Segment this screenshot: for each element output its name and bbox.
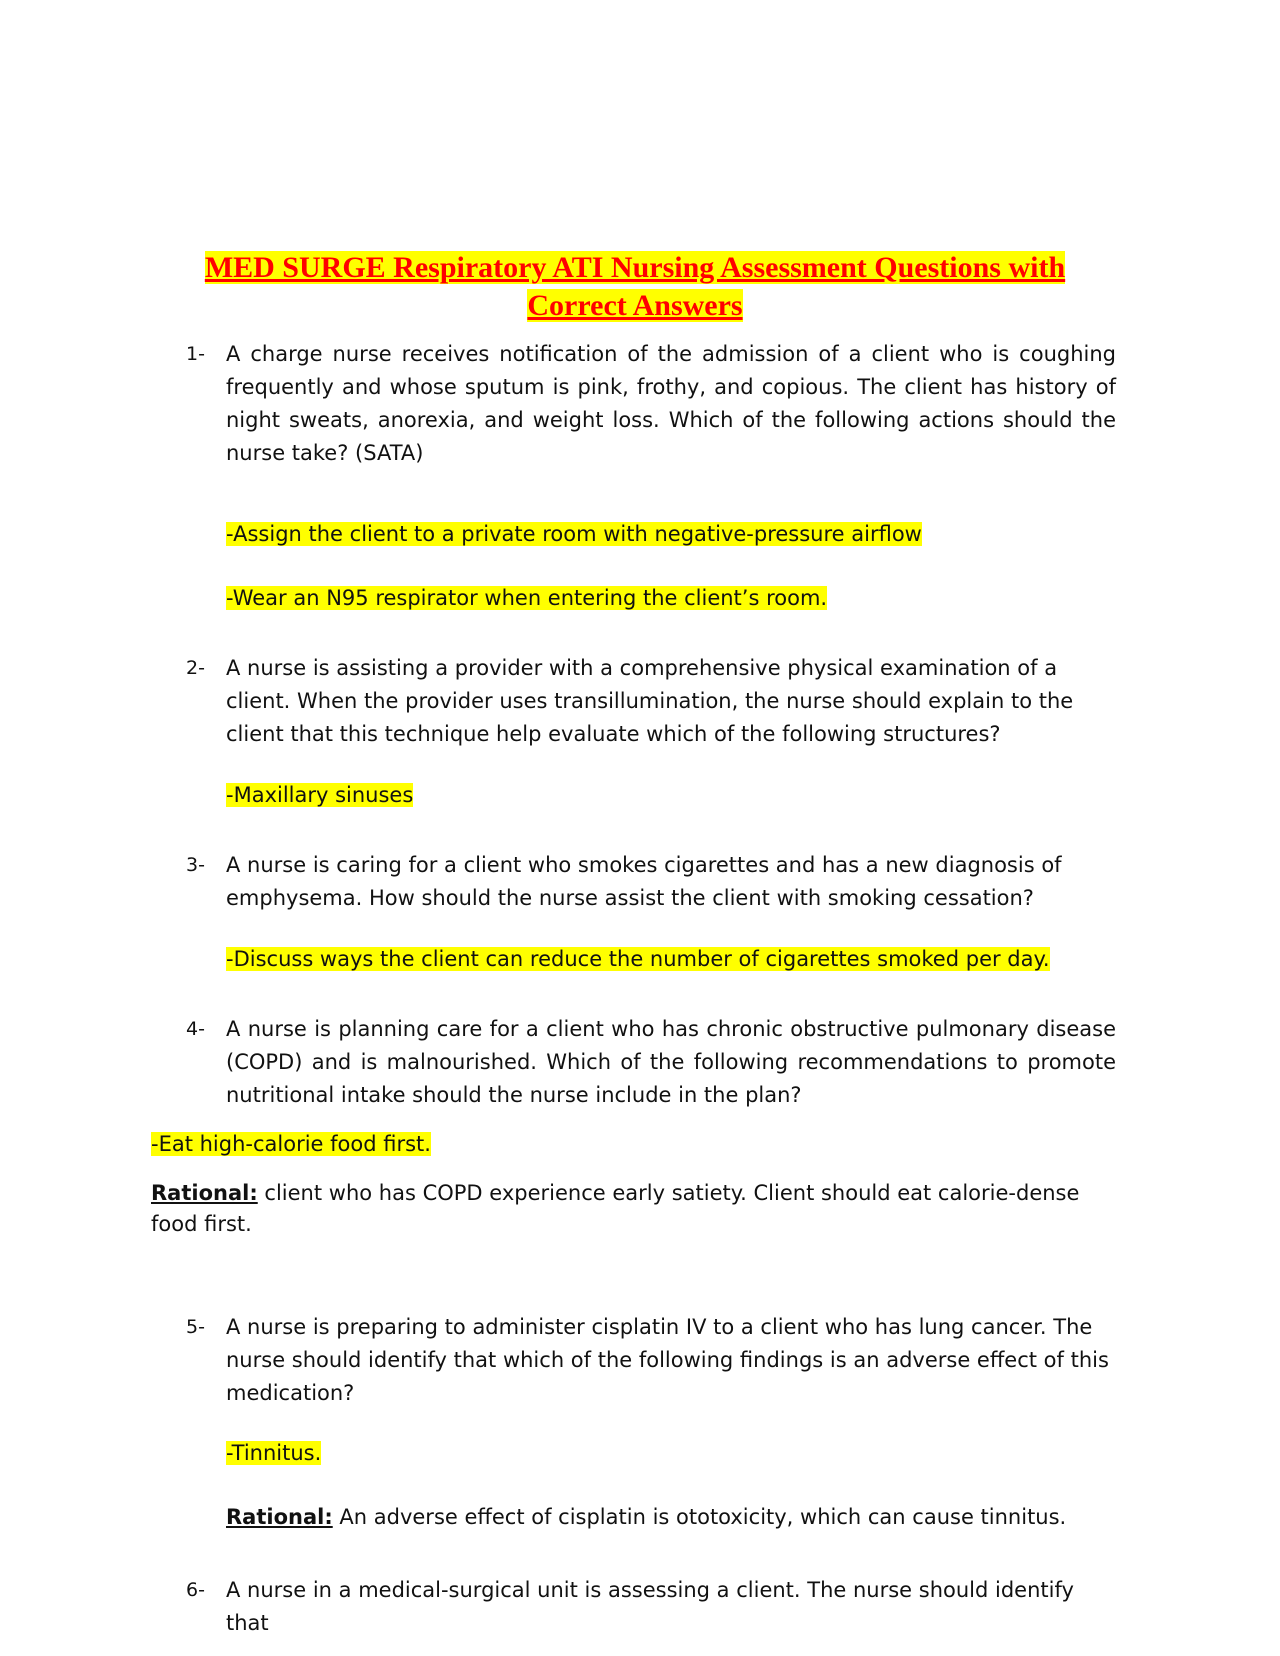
answer-1a xyxy=(226,519,922,549)
title-line-1: MED SURGE Respiratory ATI Nursing Assessment Questions with xyxy=(204,251,1066,284)
question-number: 6- xyxy=(186,1579,205,1601)
question-number: 2- xyxy=(186,657,205,679)
rational-text: An adverse effect of cisplatin is ototoxicity, which can cause tinnitus. xyxy=(332,1505,1067,1529)
answer-highlight: -Tinnitus. xyxy=(226,1441,322,1465)
answer-highlight: -Maxillary sinuses xyxy=(226,783,414,807)
question-number: 3- xyxy=(186,854,205,876)
answer-3 xyxy=(226,944,1050,974)
rational-4 xyxy=(151,1178,1096,1240)
question-text: A nurse is assisting a provider with a comprehensive physical examination of a client. When the provider uses transillumination, the nurse should explain to the client that this technique help evaluate which of the following structures? xyxy=(226,656,1074,746)
document-title xyxy=(140,249,1130,325)
answer-highlight: -Assign the client to a private room with negative-pressure airflow xyxy=(226,522,922,546)
answer-highlight: -Discuss ways the client can reduce the number of cigarettes smoked per day. xyxy=(226,947,1050,971)
answer-4 xyxy=(151,1129,431,1159)
answer-5 xyxy=(226,1438,321,1468)
rational-5 xyxy=(226,1502,1106,1533)
question-text: A nurse is caring for a client who smokes cigarettes and has a new diagnosis of emphysema. How should the nurse assist the client with smoking cessation? xyxy=(226,853,1062,910)
question-number: 5- xyxy=(186,1316,205,1338)
question-4 xyxy=(186,1013,1116,1112)
question-text: A nurse is preparing to administer cisplatin IV to a client who has lung cancer. The nurse should identify that which of the following findings is an adverse effect of this medication? xyxy=(226,1315,1109,1405)
answer-2 xyxy=(226,780,413,810)
title-line-2: Correct Answers xyxy=(527,289,743,322)
question-number: 4- xyxy=(186,1018,205,1040)
question-text: A charge nurse receives notification of the admission of a client who is coughing frequently and whose sputum is pink, frothy, and copious. The client has history of night sweats, anorexia, and weight loss. Which of the following actions should the nurse take? (SATA) xyxy=(226,342,1116,465)
rational-label: Rational: xyxy=(151,1181,258,1205)
rational-label: Rational: xyxy=(226,1505,333,1529)
answer-highlight: -Wear an N95 respirator when entering the client’s room. xyxy=(226,586,828,610)
rational-text: client who has COPD experience early satiety. Client should eat calorie-dense food first. xyxy=(151,1181,1080,1236)
question-3 xyxy=(186,849,1116,915)
question-1 xyxy=(186,338,1116,470)
question-text: A nurse is planning care for a client who has chronic obstructive pulmonary disease (COPD) and is malnourished. Which of the following recommendations to promote nutritional intake should the nurse include in the plan? xyxy=(226,1017,1116,1107)
answer-highlight: -Eat high-calorie food first. xyxy=(151,1132,431,1156)
question-5 xyxy=(186,1311,1116,1410)
question-2 xyxy=(186,652,1116,751)
question-6 xyxy=(186,1574,1116,1640)
answer-1b xyxy=(226,583,827,613)
question-number: 1- xyxy=(186,343,205,365)
question-text: A nurse in a medical-surgical unit is assessing a client. The nurse should identify that xyxy=(226,1578,1074,1635)
